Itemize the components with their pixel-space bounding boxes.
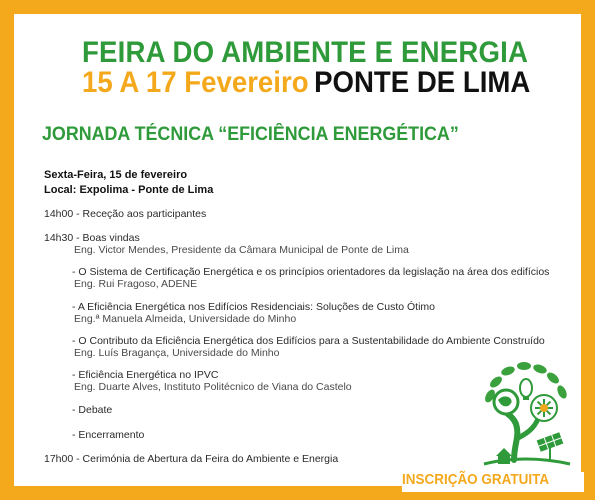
program-speaker: Eng. Rui Fragoso, ADENE xyxy=(74,278,198,290)
event-dates-place xyxy=(82,66,530,100)
program-item: 17h00 - Cerimónia de Abertura da Feira do Ambiente e Energia xyxy=(44,453,339,465)
program-item: - O Contributo da Eficiência Energética dos Edifícios para a Sustentabilidade do Ambiente Construído xyxy=(72,335,545,347)
program-speaker: Eng. Victor Mendes, Presidente da Câmara Municipal de Ponte de Lima xyxy=(74,244,409,256)
free-registration-banner xyxy=(402,472,584,492)
event-dates: 15 A 17 Fevereiro xyxy=(82,66,309,99)
free-registration-label: INSCRIÇÃO GRATUITA xyxy=(402,472,550,488)
event-title: FEIRA DO AMBIENTE E ENERGIA xyxy=(82,36,529,69)
program-speaker: Eng. Duarte Alves, Instituto Politécnico de Viana do Castelo xyxy=(74,381,352,393)
program-item: - Encerramento xyxy=(72,429,145,441)
program-item: 14h30 - Boas vindas xyxy=(44,232,140,244)
eco-tree-icon xyxy=(470,356,580,468)
program-speaker: Eng.ª Manuela Almeida, Universidade do Minho xyxy=(74,313,297,325)
program xyxy=(44,168,550,465)
program-item: - O Sistema de Certificação Energética e os princípios orientadores da legislação na área dos edifícios xyxy=(72,266,550,278)
program-day: Sexta-Feira, 15 de fevereiro xyxy=(44,169,188,181)
session-title: JORNADA TÉCNICA “EFICIÊNCIA ENERGÉTICA” xyxy=(42,124,459,145)
program-speaker: Eng. Luís Bragança, Universidade do Minho xyxy=(74,347,280,359)
program-item: - Eficiência Energética no IPVC xyxy=(72,369,219,381)
program-location: Local: Expolima - Ponte de Lima xyxy=(44,184,214,196)
program-item: - A Eficiência Energética nos Edifícios Residenciais: Soluções de Custo Ótimo xyxy=(72,301,436,313)
program-item: 14h00 - Receção aos participantes xyxy=(44,208,207,220)
event-place: PONTE DE LIMA xyxy=(314,66,531,99)
program-item: - Debate xyxy=(72,404,113,416)
